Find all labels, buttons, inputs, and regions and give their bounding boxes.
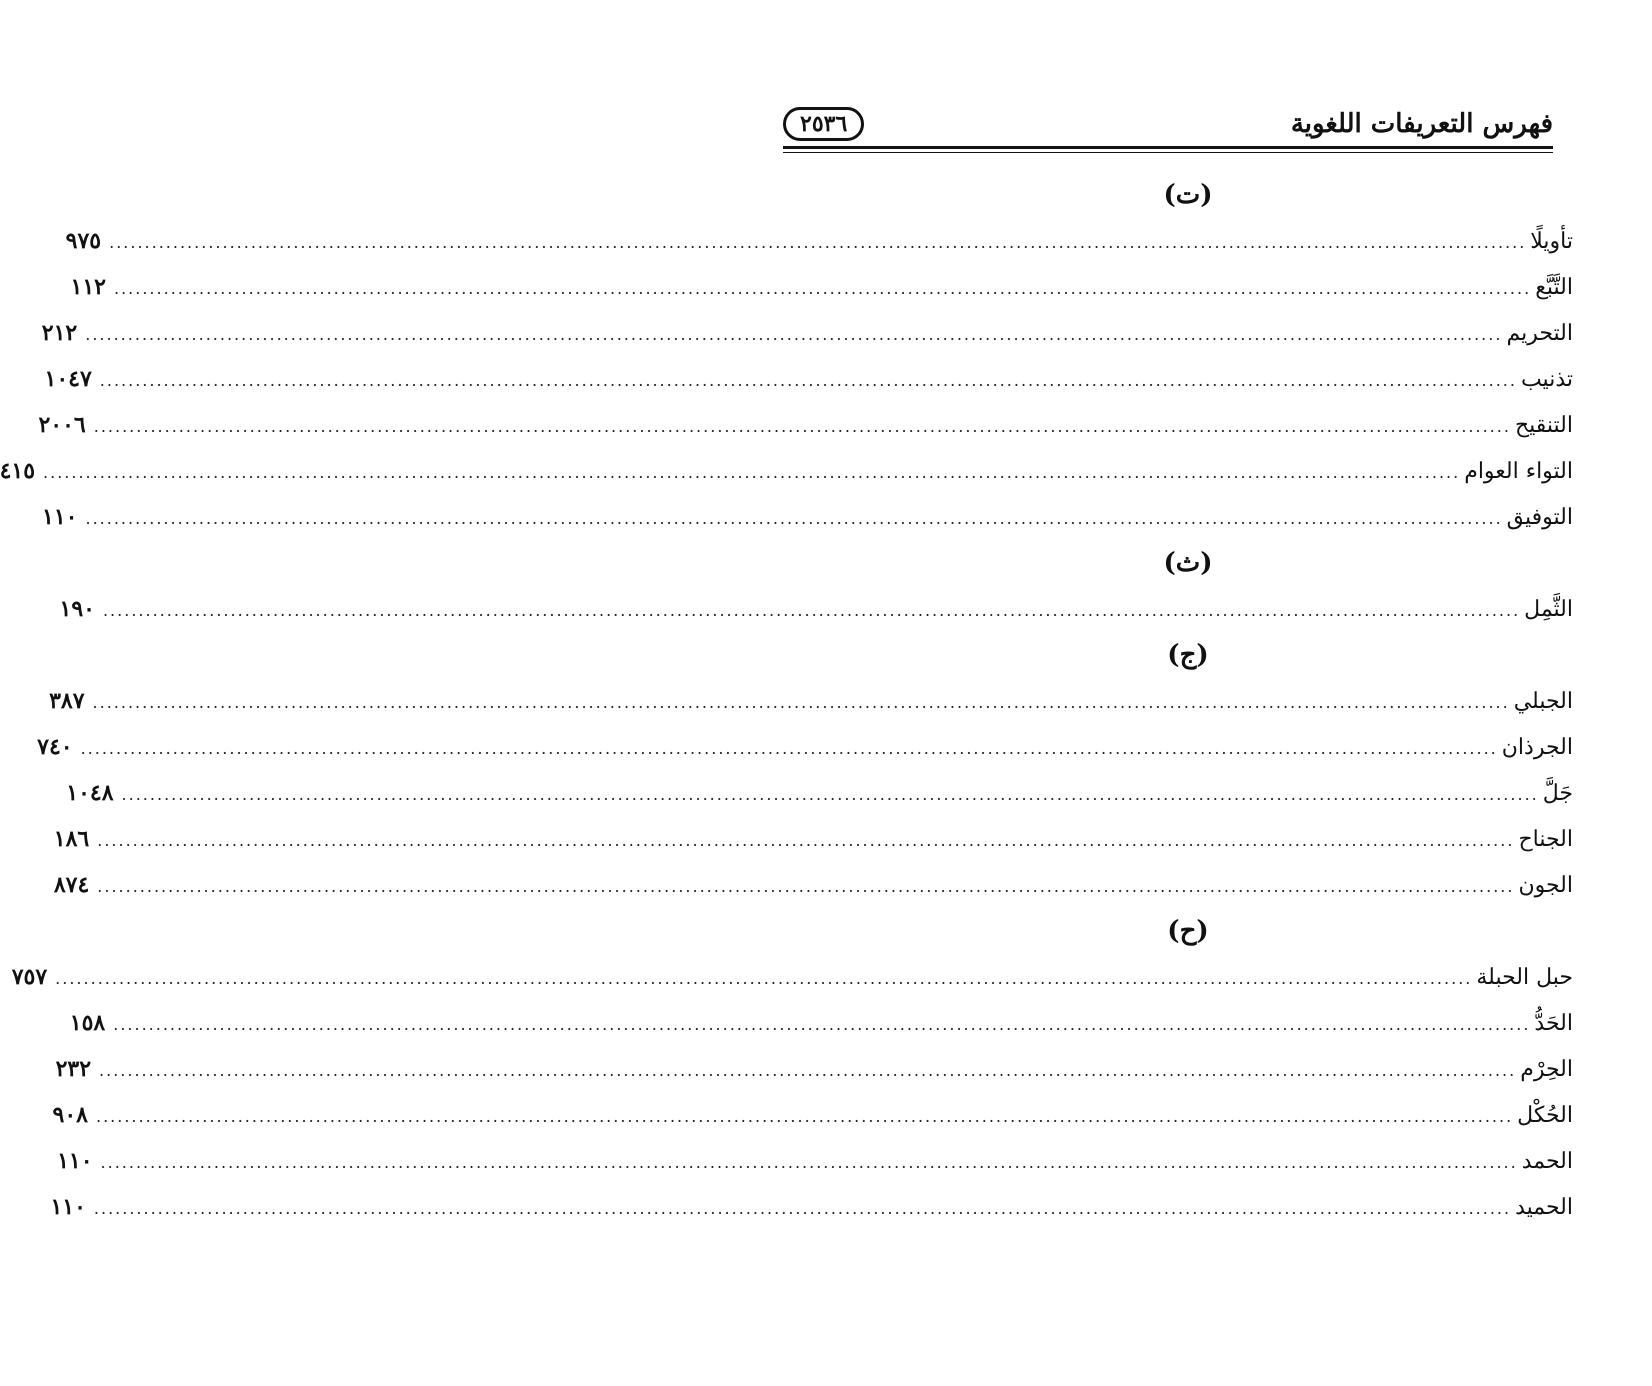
dot-leader: ........................................................................................................................................................................................................ — [97, 831, 1515, 850]
index-entry — [38, 402, 1573, 448]
dot-leader: ........................................................................................................................................................................................................ — [85, 325, 1503, 344]
dot-leader: ........................................................................................................................................................................................................ — [80, 739, 1498, 758]
entry-term: الحُكْل — [1517, 1103, 1573, 1128]
page-number-badge: ٢٥٣٦ — [783, 107, 864, 141]
entry-page-number: ١٩٠ — [59, 596, 95, 622]
entry-term: تأويلًا — [1530, 229, 1573, 254]
entry-page-number: ٢٠٠٦ — [38, 412, 86, 438]
section-letter: (ح) — [1167, 916, 1209, 946]
entry-term: الجناح — [1518, 827, 1573, 852]
dot-leader: ........................................................................................................................................................................................................ — [113, 1015, 1531, 1034]
dot-leader: ........................................................................................................................................................................................................ — [43, 463, 1461, 482]
entry-term: الجون — [1518, 873, 1573, 898]
index-entry — [11, 954, 1573, 1000]
dot-leader: ........................................................................................................................................................................................................ — [97, 877, 1515, 896]
entry-page-number: ٩٠٨ — [52, 1102, 88, 1128]
dot-leader: ........................................................................................................................................................................................................ — [85, 509, 1503, 528]
index-entry — [65, 218, 1573, 264]
entry-term: الحَدُّ — [1534, 1011, 1573, 1036]
index-list — [0, 172, 1573, 1230]
entry-page-number: ١١٢ — [70, 274, 106, 300]
entry-term: الحمد — [1521, 1149, 1573, 1174]
entry-page-number: ١٨٦ — [53, 826, 90, 852]
entry-term: الجبلي — [1513, 689, 1573, 714]
dot-leader: ........................................................................................................................................................................................................ — [95, 1107, 1514, 1126]
index-entry — [69, 1000, 1573, 1046]
section-letter: (ث) — [1163, 548, 1213, 578]
index-entry — [37, 724, 1573, 770]
dot-leader: ........................................................................................................................................................................................................ — [55, 969, 1473, 988]
entry-term: التواء العوام — [1464, 459, 1573, 484]
dot-leader: ........................................................................................................................................................................................................ — [99, 371, 1517, 390]
entry-page-number: ١٠٤٧ — [44, 366, 92, 392]
entry-page-number: ٣٨٧ — [49, 688, 85, 714]
section-letter: (ت) — [1163, 180, 1213, 210]
index-entry — [55, 1046, 1573, 1092]
entry-page-number: ٨٧٤ — [53, 872, 90, 898]
header-rule-thick — [783, 146, 1553, 149]
index-entry — [42, 494, 1573, 540]
entry-term: جَلَّ — [1542, 781, 1573, 806]
entry-term: التحريم — [1506, 321, 1573, 346]
entry-page-number: ١١٠ — [57, 1148, 93, 1174]
dot-leader: ........................................................................................................................................................................................................ — [121, 785, 1539, 804]
index-entry — [0, 448, 1573, 494]
index-entry — [53, 816, 1573, 862]
index-entry — [49, 678, 1573, 724]
entry-term: الحميد — [1515, 1195, 1573, 1220]
entry-page-number: ١٠٤٨ — [66, 780, 114, 806]
entry-page-number: ٩٧٥ — [65, 228, 102, 254]
section-letter: (ج) — [1167, 640, 1209, 670]
index-entry — [53, 862, 1573, 908]
entry-term: حبل الحبلة — [1476, 965, 1573, 990]
entry-page-number: ٢١٢ — [41, 320, 78, 346]
dot-leader: ........................................................................................................................................................................................................ — [93, 1199, 1512, 1218]
index-entry — [70, 264, 1573, 310]
page-title: فهرس التعريفات اللغوية — [1290, 109, 1553, 139]
entry-term: التوفيق — [1506, 505, 1573, 530]
index-entry — [57, 1138, 1573, 1184]
dot-leader: ........................................................................................................................................................................................................ — [102, 601, 1521, 620]
dot-leader: ........................................................................................................................................................................................................ — [92, 693, 1510, 712]
index-entry — [52, 1092, 1573, 1138]
dot-leader: ........................................................................................................................................................................................................ — [109, 233, 1527, 252]
entry-term: التنقيح — [1514, 413, 1573, 438]
index-entry — [50, 1184, 1573, 1230]
page-header — [783, 104, 1553, 144]
dot-leader: ........................................................................................................................................................................................................ — [100, 1153, 1518, 1172]
entry-page-number: ١١٠ — [50, 1194, 86, 1220]
index-entry — [59, 586, 1573, 632]
entry-term: الحِرْم — [1520, 1057, 1573, 1082]
entry-page-number: ١٥٨ — [69, 1010, 106, 1036]
entry-term: الثَّمِل — [1524, 597, 1573, 622]
entry-page-number: ٢٣٢ — [55, 1056, 92, 1082]
dot-leader: ........................................................................................................................................................................................................ — [99, 1061, 1517, 1080]
entry-term: الجرذان — [1501, 735, 1573, 760]
index-entry — [41, 310, 1573, 356]
index-entry — [66, 770, 1573, 816]
entry-term: تذنيب — [1520, 367, 1573, 392]
entry-term: التَّبَّع — [1535, 275, 1573, 300]
entry-page-number: ١١٠ — [42, 504, 78, 530]
dot-leader: ........................................................................................................................................................................................................ — [114, 279, 1532, 298]
dot-leader: ........................................................................................................................................................................................................ — [93, 417, 1511, 436]
entry-page-number: ٧٤٠ — [37, 734, 73, 760]
entry-page-number: ٧٥٧ — [11, 964, 48, 990]
entry-page-number: ٤١٥ — [0, 458, 36, 484]
header-rule-thin — [783, 152, 1553, 153]
index-entry — [44, 356, 1573, 402]
